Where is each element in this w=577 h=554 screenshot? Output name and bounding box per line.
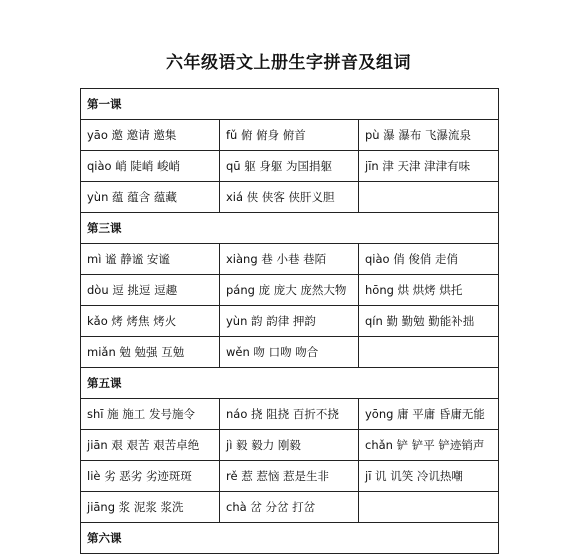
- vocab-entry: qiào 俏 俊俏 走俏: [359, 244, 499, 275]
- vocab-entry: xiá 侠 侠客 侠肝义胆: [220, 182, 359, 213]
- vocab-row: [81, 182, 499, 213]
- lesson-heading: 第五课: [81, 368, 499, 399]
- vocab-entry: shī 施 施工 发号施令: [81, 399, 220, 430]
- empty-cell: [359, 182, 499, 213]
- vocab-entry: jī 讥 讥笑 冷讥热嘲: [359, 461, 499, 492]
- vocab-row: [81, 244, 499, 275]
- lesson-heading: 第三课: [81, 213, 499, 244]
- vocab-entry: jiāng 浆 泥浆 浆洗: [81, 492, 220, 523]
- vocab-entry: rě 惹 惹恼 惹是生非: [220, 461, 359, 492]
- vocab-entry: liè 劣 恶劣 劣迹斑斑: [81, 461, 220, 492]
- lesson-header-row: [81, 368, 499, 399]
- vocab-row: [81, 151, 499, 182]
- vocab-row: [81, 461, 499, 492]
- vocab-entry: yāo 邀 邀请 邀集: [81, 120, 220, 151]
- vocab-entry: xiàng 巷 小巷 巷陌: [220, 244, 359, 275]
- empty-cell: [359, 337, 499, 368]
- lesson-header-row: [81, 523, 499, 554]
- vocab-entry: jiān 艰 艰苦 艰苦卓绝: [81, 430, 220, 461]
- vocab-entry: jì 毅 毅力 刚毅: [220, 430, 359, 461]
- lesson-heading: 第六课: [81, 523, 499, 554]
- vocab-entry: hōng 烘 烘烤 烘托: [359, 275, 499, 306]
- vocab-entry: dòu 逗 挑逗 逗趣: [81, 275, 220, 306]
- vocab-row: [81, 399, 499, 430]
- vocab-entry: miǎn 勉 勉强 互勉: [81, 337, 220, 368]
- vocab-entry: wěn 吻 口吻 吻合: [220, 337, 359, 368]
- vocab-entry: fǔ 俯 俯身 俯首: [220, 120, 359, 151]
- lesson-header-row: [81, 89, 499, 120]
- vocab-entry: yōng 庸 平庸 昏庸无能: [359, 399, 499, 430]
- empty-cell: [359, 492, 499, 523]
- vocab-entry: qiào 峭 陡峭 峻峭: [81, 151, 220, 182]
- vocab-row: [81, 275, 499, 306]
- lesson-header-row: [81, 213, 499, 244]
- vocab-entry: mì 谧 静谧 安谧: [81, 244, 220, 275]
- vocab-row: [81, 430, 499, 461]
- lesson-heading: 第一课: [81, 89, 499, 120]
- vocab-entry: páng 庞 庞大 庞然大物: [220, 275, 359, 306]
- vocab-row: [81, 492, 499, 523]
- vocab-row: [81, 120, 499, 151]
- vocab-entry: kǎo 烤 烤焦 烤火: [81, 306, 220, 337]
- vocab-entry: náo 挠 阻挠 百折不挠: [220, 399, 359, 430]
- vocab-entry: qín 勤 勤勉 勤能补拙: [359, 306, 499, 337]
- vocab-entry: pù 瀑 瀑布 飞瀑流泉: [359, 120, 499, 151]
- vocabulary-table-body: [81, 89, 499, 554]
- vocab-entry: chǎn 铲 铲平 铲迹销声: [359, 430, 499, 461]
- vocab-row: [81, 337, 499, 368]
- document-title: 六年级语文上册生字拼音及组词: [166, 53, 411, 73]
- vocab-entry: qū 躯 身躯 为国捐躯: [220, 151, 359, 182]
- vocab-entry: yùn 韵 韵律 押韵: [220, 306, 359, 337]
- vocab-entry: yùn 蕴 蕴含 蕴藏: [81, 182, 220, 213]
- vocab-entry: chà 岔 分岔 打岔: [220, 492, 359, 523]
- vocab-entry: jīn 津 天津 津津有味: [359, 151, 499, 182]
- vocabulary-table: [80, 88, 499, 554]
- vocab-row: [81, 306, 499, 337]
